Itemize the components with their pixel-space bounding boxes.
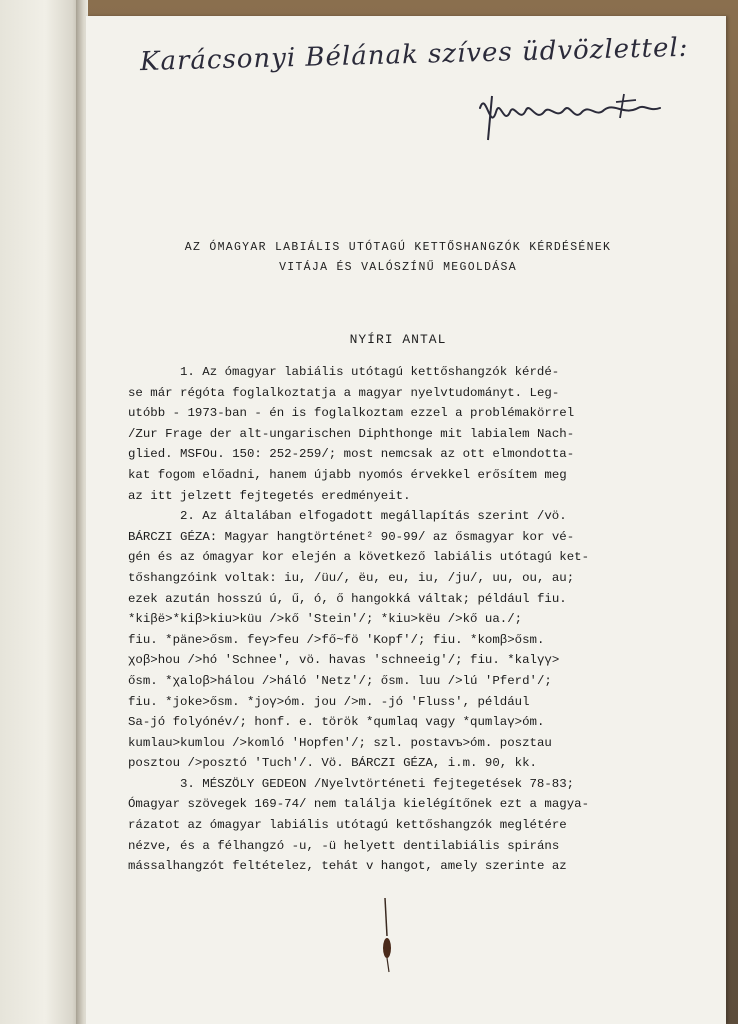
text-line: kumlau>kumlou />komló 'Hopfen'/; szl. postavъ>óm. posztau: [128, 735, 552, 750]
text-line: fiu. *joke>ősm. *joγ>óm. jou />m. -jó 'Fluss', például: [128, 694, 530, 709]
text-line: kat fogom előadni, hanem újabb nyomós érvekkel erősítem meg: [128, 467, 567, 482]
text-line: Sa-jó folyónév/; honf. e. török *qumlaq vagy *qumlaγ>óm.: [128, 715, 545, 730]
text-line: gén és az ómagyar kor elején a következő labiális utótagú ket-: [128, 550, 590, 565]
text-line: az itt jelzett fejtegetés eredményeit.: [128, 488, 411, 503]
text-line: utóbb - 1973-ban - én is foglalkoztam ezzel a problémakörrel: [128, 406, 575, 421]
text-line: /Zur Frage der alt-ungarischen Diphthonge mit labialem Nach-: [128, 426, 575, 441]
text-line: ősm. *χaloβ>hálou />háló 'Netz'/; ősm. luu />lú 'Pferd'/;: [128, 673, 552, 688]
text-line: Ómagyar szövegek 169-74/ nem találja kielégítőnek ezt a magya-: [128, 797, 590, 812]
text-line: *kiβë>*kiβ>kiu>küu />kő 'Stein'/; *kiu>këu />kő ua./;: [128, 612, 523, 627]
text-line: mássalhangzót feltételez, tehát v hangot, amely szerinte az: [128, 859, 567, 874]
text-line: glied. MSFOu. 150: 252-259/; most nemcsak az ott elmondotta-: [128, 447, 575, 462]
text-line: fiu. *päne>ősm. feγ>feu />fő~fö 'Kopf'/; fiu. *komβ>ősm.: [128, 632, 545, 647]
text-line: BÁRCZI GÉZA: Magyar hangtörténet² 90-99/ az ősmagyar kor vé-: [128, 529, 575, 544]
text-line: tőshangzóink voltak: iu, /üu/, ëu, eu, iu, /ju/, uu, ou, au;: [128, 570, 575, 585]
author-name: NYÍRI ANTAL: [349, 332, 447, 347]
text-line: 2. Az általában elfogadott megállapítás szerint /vö.: [180, 509, 567, 524]
text-line: nézve, és a félhangzó -u, -ü helyett dentilabiális spiráns: [128, 838, 560, 853]
handwritten-signature: [474, 82, 674, 152]
article-title: [138, 238, 658, 278]
text-line: χoβ>hou />hó 'Schnee', vö. havas 'schneeig'/; fiu. *kalγγ>: [128, 653, 560, 668]
text-line: 1. Az ómagyar labiális utótagú kettőshangzók kérdé-: [180, 365, 560, 379]
text-line: 3. MÉSZÖLY GEDEON /Nyelvtörténeti fejtegetések 78-83;: [180, 776, 575, 791]
title-line-2: VITÁJA ÉS VALÓSZÍNŰ MEGOLDÁSA: [279, 261, 517, 274]
document-page: [86, 16, 726, 1024]
handwritten-dedication: Karácsonyi Bélának szíves üdvözlettel:: [139, 32, 689, 78]
text-line: posztou />posztó 'Tuch'/. Vö. BÁRCZI GÉZA, i.m. 90, kk.: [128, 756, 537, 771]
text-line: se már régóta foglalkoztatja a magyar nyelvtudományt. Leg-: [128, 385, 560, 400]
left-page-edge: [0, 0, 82, 1024]
body-text: [128, 362, 688, 877]
ink-mark: [375, 896, 397, 976]
title-line-1: AZ ÓMAGYAR LABIÁLIS UTÓTAGÚ KETTŐSHANGZÓK KÉRDÉSÉNEK: [184, 241, 612, 254]
text-line: rázatot az ómagyar labiális utótagú kettőshangzók meglétére: [128, 818, 567, 833]
text-line: ezek azután hosszú ú, ű, ó, ő hangokká váltak; például fiu.: [128, 591, 567, 606]
